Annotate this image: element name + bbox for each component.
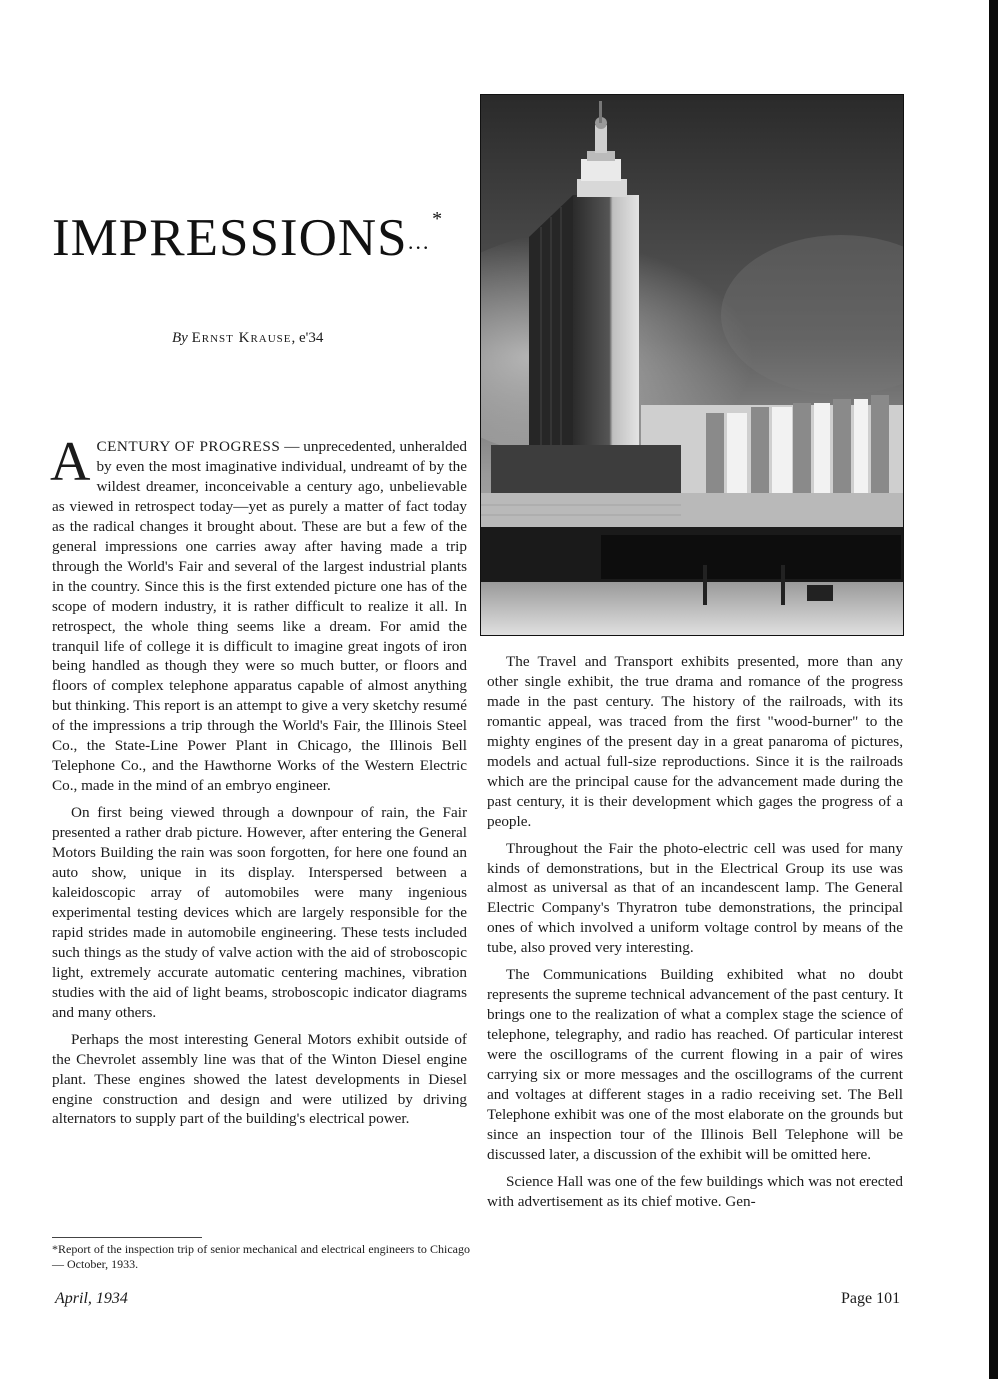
right-paragraph-4: Science Hall was one of the few buildings which was not erected with advertisement as its chief motive. Gen- xyxy=(487,1172,903,1210)
scan-edge-bar xyxy=(989,0,998,1379)
title-dots: ··· xyxy=(407,235,431,260)
left-paragraph-1-text: — unprecedented, unheralded by even the most imaginative individual, undreamt of by the wildest dreamer, inconceivable a century ago, unbelievable as viewed in retrospect today—yet as purely a matter of fact today as the radical changes it brought about. These are but a few of the general impressions one carries away after having made a trip through the World's Fair and several of the largest industrial plants in the country. Since this is the first extended picture one has of the scope of modern industry, it is rather difficult to realize it all. In retrospect, the whole thing seems like a dream. For amid the tranquil life of college it is difficult to imagine great ingots of iron being handled as though they were so much butter, or floors and floors of complex telephone apparatus capable of almost anything but thinking. This report is an attempt to give a very sketchy resumé of the impressions a trip through the World's Fair, the Illinois Steel Co., the State-Line Power Plant in Chicago, the Illinois Bell Telephone Co., and the Hawthorne Works of the Western Electric Co., made in the mind of an embryo engineer. xyxy=(52,438,467,795)
right-paragraph-2: Throughout the Fair the photo-electric cell was used for many kinds of demonstrations, but in the Electrical Group its use was almost as universal as that of an incandescent lamp. The General Electric Company's Thyratron tube demonstrations, the principal ones of which involved a uniform voltage control by means of the tube, also proved very interesting. xyxy=(487,839,903,957)
right-paragraph-1: The Travel and Transport exhibits presented, more than any other single exhibit, the true drama and romance of the progress made in the past century. The history of the railroads, with its romantic appeal, was traced from the first "wood-burner" to the mighty engines of the present day in a great panaroma of pictures, models and actual full-size reproductions. Since it is the railroads which are the principal cause for the advancement made during the past century, it is their development which gages the progress of a people. xyxy=(487,653,903,830)
title-footnote-marker: * xyxy=(432,208,444,230)
dropcap: A xyxy=(50,431,91,493)
left-column xyxy=(50,431,467,1136)
tower-photograph xyxy=(480,94,904,636)
left-paragraph-2: On first being viewed through a downpour of rain, the Fair presented a rather drab picture. However, after entering the General Motors Building the rain was soon forgotten, for here one found an auto show, unique in its display. Interspersed between a kaleidoscopic array of automobiles were many ingenious experimental testing devices which are largely responsible for the rapid strides made in automobile engineering. These tests included such things as the study of valve action with the aid of stroboscopic light, extremely accurate automatic centering machines, vibration studies with the aid of light beams, stroboscopic indicator diagrams and many others. xyxy=(52,804,467,1021)
lead-caps: CENTURY OF PROGRESS xyxy=(96,438,281,455)
footnote-rule xyxy=(52,1237,202,1238)
title-text: IMPRESSIONS xyxy=(52,209,408,267)
left-paragraph-3: Perhaps the most interesting General Motors exhibit outside of the Chevrolet assembly line was that of the Winton Diesel engine plant. These engines showed the latest developments in Diesel engine construction and design and were utilized by driving alternators to supply part of the building's electrical power. xyxy=(52,1030,467,1128)
byline-by: By xyxy=(172,330,188,346)
issue-date: April, 1934 xyxy=(55,1290,128,1307)
byline-author: Ernst Krause xyxy=(191,330,292,346)
right-column xyxy=(487,652,903,1219)
byline xyxy=(172,330,323,347)
article-title xyxy=(52,208,443,279)
tower-photo-illustration xyxy=(481,95,904,636)
right-paragraph-3: The Communications Building exhibited what no doubt represents the supreme technical advancement of the past century. It brings one to the realization of what a complex stage the science of telephone, telegraphy, and radio has reached. Of particular interest were the oscillograms of the current flowing in a pair of wires carrying six or more messages and the oscillograms of the current and voltages at different stages in a radio receiving set. The Bell Telephone exhibit was one of the most elaborate on the grounds but since an inspection tour of the Illinois Bell Telephone will be discussed later, a discussion of the exhibit will be omitted here. xyxy=(487,966,903,1163)
byline-suffix: , e'34 xyxy=(291,330,324,346)
left-paragraph-1 xyxy=(50,431,467,796)
footnote: *Report of the inspection trip of senior mechanical and electrical engineers to Chicago — October, 1933. xyxy=(52,1242,470,1271)
page-number: Page 101 xyxy=(841,1290,901,1307)
